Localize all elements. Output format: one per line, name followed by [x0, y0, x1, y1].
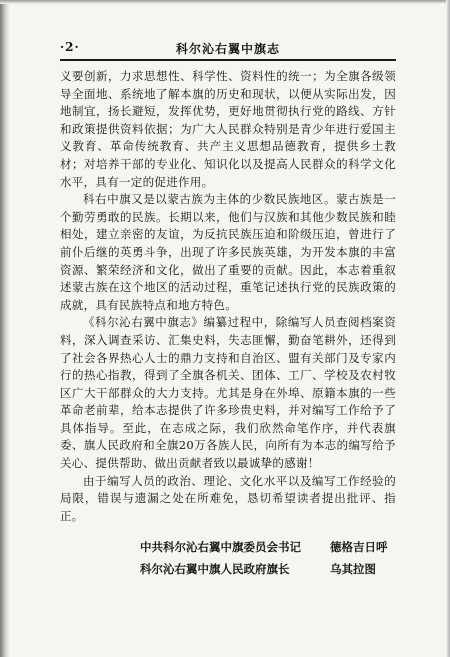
preface-body — [60, 68, 396, 525]
signatory-name: 乌其拉图 — [330, 562, 376, 576]
header-rule — [60, 59, 396, 61]
page-top-shadow — [0, 0, 450, 4]
signature-block — [60, 536, 396, 580]
paragraph: 由于编写人员的政治、理论、文化水平以及编写工作经验的局限，错误与遗漏之处在所难免，恳切希望读者提出批评、指正。 — [60, 473, 396, 523]
paragraph: 义要创新，力求思想性、科学性、资料性的统一；为全旗各级领导全面地、系统地了解本旗的历史和现状，以便从实际出发，因地制宜，扬长避短，发挥优势，更好地贯彻执行党的路线、方针和政策提供资料依据；为广大人民群众特别是青少年进行爱国主义教育、革命传统教育、共产主义思想品德教育，提供乡土教材；对培养干部的专业化、知识化以及提高人民群众的科学文化水平，具有一定的促进作用。 — [60, 69, 396, 189]
signatory-title: 中共科尔沁右翼中旗委员会书记 — [140, 540, 301, 554]
paragraph: 科右中旗又是以蒙古族为主体的少数民族地区。蒙古族是一个勤劳勇敢的民族。长期以来，他们与汉族和其他少数民族和睦相处，建立亲密的友谊，为反抗民族压迫和阶级压迫，曾进行了前仆后继的英勇斗争，出现了许多民族英雄，为开发本旗的丰富资源、繁荣经济和文化，做出了重要的贡献。因此，本志着重叙述蒙古族在这个地区的活动过程，重笔记述执行党的民族政策的成就，具有民族特点和地方特色。 — [60, 192, 396, 312]
running-title: 科尔沁右翼中旗志 — [175, 42, 280, 56]
signature-row — [60, 536, 396, 558]
signatory-title: 科尔沁右翼中旗人民政府旗长 — [140, 562, 290, 576]
page-left-shadow — [0, 0, 10, 657]
paragraph: 《科尔沁右翼中旗志》编纂过程中，除编写人员查阅档案资料，深入调查采访、汇集史料，失志匪懈，勤奋笔耕外，还得到了社会各界热心人士的鼎力支持和自治区、盟有关部门及专家内行的热心指教，得到了全旗各机关、团体、工厂、学校及农村牧区广大干部群众的大力支持。尤其是身在外埠、原籍本旗的一些革命老前辈，给本志提供了许多珍贵史料，并对编写工作给予了具体指导。至此，在志成之际，我们欣然命笔作序，并代表旗委、旗人民政府和全旗20万各族人民，向所有为本志的编写给予关心、提供帮助、做出贡献者致以最诚挚的感谢！ — [60, 315, 396, 471]
signatory-name: 德格吉日呼 — [330, 540, 388, 554]
page-number: ·2· — [60, 40, 80, 54]
running-header — [60, 40, 396, 58]
signature-row — [60, 558, 396, 580]
page-right-shadow — [446, 0, 450, 657]
